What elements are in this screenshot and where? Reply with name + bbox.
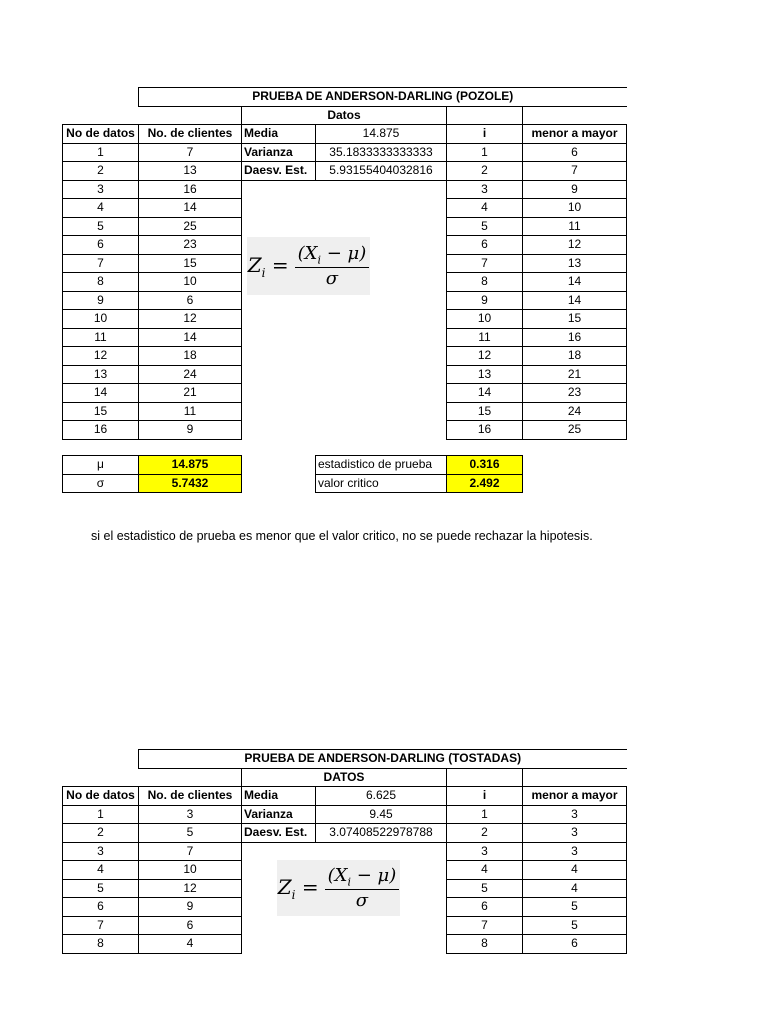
cell-menor-mayor: 23 (523, 384, 627, 403)
formula-lhs: $Z_i$ = (247, 252, 289, 280)
empty-cell (242, 402, 316, 421)
cell-no-clientes: 6 (139, 916, 242, 935)
cell-i: 5 (447, 217, 523, 236)
cell-menor-mayor: 5 (523, 916, 627, 935)
cell-i: 8 (447, 935, 523, 954)
empty-cell (242, 916, 316, 935)
cell-no-clientes: 11 (139, 402, 242, 421)
cell-i: 3 (447, 180, 523, 199)
cell-no-clientes: 6 (139, 291, 242, 310)
empty-cell (316, 199, 447, 218)
cell-no-datos: 4 (63, 199, 139, 218)
cell-no-datos: 6 (63, 898, 139, 917)
cell-menor-mayor: 14 (523, 291, 627, 310)
summary-sigma-label: σ (63, 474, 139, 493)
table-row (63, 199, 627, 218)
critical-value-label: valor critico (316, 474, 447, 493)
empty-cell (316, 421, 447, 440)
cell-no-clientes: 4 (139, 935, 242, 954)
conclusion-text: si el estadistico de prueba es menor que el valor critico, no se puede rechazar la hipotesis. (91, 529, 593, 543)
table-row (63, 824, 627, 843)
table-row (63, 402, 627, 421)
summary-sigma-value: 5.7432 (139, 474, 242, 493)
summary-mu-value: 14.875 (139, 456, 242, 475)
table-row (63, 842, 627, 861)
cell-no-datos: 12 (63, 347, 139, 366)
stat-label-varianza: Varianza (242, 805, 316, 824)
cell-no-datos: 7 (63, 254, 139, 273)
tostadas-datos-label: DATOS (242, 768, 447, 787)
cell-i: 4 (447, 199, 523, 218)
table-row (63, 384, 627, 403)
empty-cell (316, 217, 447, 236)
stat-label-media: Media (242, 787, 316, 806)
stat-value-varianza: 35.1833333333333 (316, 143, 447, 162)
cell-menor-mayor: 12 (523, 236, 627, 255)
cell-i: 7 (447, 254, 523, 273)
cell-no-datos: 16 (63, 421, 139, 440)
empty-cell (242, 347, 316, 366)
cell-no-datos: 15 (63, 402, 139, 421)
stat-label-media: Media (242, 125, 316, 144)
cell-i: 6 (447, 898, 523, 917)
empty-cell (316, 916, 447, 935)
formula-denominator: σ (355, 889, 369, 911)
cell-menor-mayor: 16 (523, 328, 627, 347)
cell-menor-mayor: 6 (523, 143, 627, 162)
test-statistic-value: 0.316 (447, 456, 523, 475)
cell-i: 2 (447, 824, 523, 843)
empty-cell (316, 347, 447, 366)
cell-no-datos: 8 (63, 935, 139, 954)
header-no-clientes: No. de clientes (139, 125, 242, 144)
empty-cell (316, 402, 447, 421)
header-menor-mayor: menor a mayor (523, 787, 627, 806)
table-row (63, 217, 627, 236)
cell-menor-mayor: 11 (523, 217, 627, 236)
stat-value-media: 6.625 (316, 787, 447, 806)
empty-cell (242, 199, 316, 218)
cell-no-clientes: 14 (139, 328, 242, 347)
critical-value-value: 2.492 (447, 474, 523, 493)
empty-cell (242, 180, 316, 199)
table-row (63, 916, 627, 935)
cell-no-datos: 10 (63, 310, 139, 329)
cell-no-datos: 13 (63, 365, 139, 384)
cell-menor-mayor: 14 (523, 273, 627, 292)
tostadas-table (62, 749, 627, 954)
cell-no-clientes: 10 (139, 273, 242, 292)
stat-value-desv: 3.07408522978788 (316, 824, 447, 843)
cell-no-clientes: 5 (139, 824, 242, 843)
cell-no-datos: 3 (63, 842, 139, 861)
cell-menor-mayor: 24 (523, 402, 627, 421)
cell-no-clientes: 10 (139, 861, 242, 880)
cell-no-clientes: 7 (139, 143, 242, 162)
cell-i: 16 (447, 421, 523, 440)
header-no-clientes: No. de clientes (139, 787, 242, 806)
empty-cell (316, 365, 447, 384)
summary-mu-label: μ (63, 456, 139, 475)
cell-i: 9 (447, 291, 523, 310)
cell-i: 14 (447, 384, 523, 403)
table-row (63, 347, 627, 366)
cell-menor-mayor: 3 (523, 842, 627, 861)
stat-label-varianza: Varianza (242, 143, 316, 162)
empty-cell (316, 842, 447, 861)
cell-no-clientes: 9 (139, 898, 242, 917)
test-statistic-label: estadistico de prueba (316, 456, 447, 475)
cell-no-clientes: 21 (139, 384, 242, 403)
cell-no-clientes: 16 (139, 180, 242, 199)
empty-cell (242, 328, 316, 347)
cell-menor-mayor: 3 (523, 824, 627, 843)
cell-no-datos: 6 (63, 236, 139, 255)
cell-i: 15 (447, 402, 523, 421)
header-i: i (447, 787, 523, 806)
cell-no-datos: 8 (63, 273, 139, 292)
empty-cell (316, 384, 447, 403)
cell-no-datos: 4 (63, 861, 139, 880)
cell-no-clientes: 14 (139, 199, 242, 218)
cell-no-datos: 1 (63, 805, 139, 824)
cell-i: 6 (447, 236, 523, 255)
cell-i: 1 (447, 143, 523, 162)
stat-value-varianza: 9.45 (316, 805, 447, 824)
cell-menor-mayor: 25 (523, 421, 627, 440)
cell-i: 3 (447, 842, 523, 861)
table-row (63, 935, 627, 954)
cell-no-clientes: 15 (139, 254, 242, 273)
table-row (63, 365, 627, 384)
cell-i: 1 (447, 805, 523, 824)
cell-i: 10 (447, 310, 523, 329)
cell-menor-mayor: 7 (523, 162, 627, 181)
cell-no-clientes: 25 (139, 217, 242, 236)
anderson-formula-image (247, 237, 370, 295)
stat-label-desv: Daesv. Est. (242, 824, 316, 843)
cell-no-clientes: 24 (139, 365, 242, 384)
cell-no-clientes: 7 (139, 842, 242, 861)
anderson-formula-image-2 (277, 860, 400, 916)
cell-menor-mayor: 3 (523, 805, 627, 824)
stat-value-desv: 5.93155404032816 (316, 162, 447, 181)
empty-cell (316, 328, 447, 347)
cell-menor-mayor: 21 (523, 365, 627, 384)
formula-numerator: $(X_i - \mu)$ (295, 243, 370, 268)
cell-i: 2 (447, 162, 523, 181)
tostadas-title: PRUEBA DE ANDERSON-DARLING (TOSTADAS) (139, 750, 627, 769)
cell-no-datos: 11 (63, 328, 139, 347)
cell-no-clientes: 13 (139, 162, 242, 181)
cell-no-clientes: 3 (139, 805, 242, 824)
header-menor-mayor: menor a mayor (523, 125, 627, 144)
cell-no-datos: 3 (63, 180, 139, 199)
stat-label-desv: Daesv. Est. (242, 162, 316, 181)
cell-no-clientes: 12 (139, 879, 242, 898)
table-row (63, 310, 627, 329)
cell-no-datos: 2 (63, 162, 139, 181)
cell-menor-mayor: 4 (523, 879, 627, 898)
cell-menor-mayor: 6 (523, 935, 627, 954)
table-row (63, 180, 627, 199)
cell-menor-mayor: 4 (523, 861, 627, 880)
cell-menor-mayor: 5 (523, 898, 627, 917)
empty-cell (242, 365, 316, 384)
cell-i: 4 (447, 861, 523, 880)
cell-no-datos: 7 (63, 916, 139, 935)
cell-no-datos: 2 (63, 824, 139, 843)
table-row (63, 805, 627, 824)
cell-i: 13 (447, 365, 523, 384)
cell-i: 7 (447, 916, 523, 935)
header-no-datos: No de datos (63, 787, 139, 806)
cell-menor-mayor: 10 (523, 199, 627, 218)
formula-denominator: σ (325, 267, 339, 289)
cell-no-clientes: 12 (139, 310, 242, 329)
header-no-datos: No de datos (63, 125, 139, 144)
formula-numerator: $(X_i - \mu)$ (325, 865, 400, 890)
pozole-title: PRUEBA DE ANDERSON-DARLING (POZOLE) (139, 88, 627, 107)
cell-no-datos: 5 (63, 217, 139, 236)
empty-cell (242, 310, 316, 329)
empty-cell (242, 935, 316, 954)
cell-i: 5 (447, 879, 523, 898)
cell-menor-mayor: 15 (523, 310, 627, 329)
cell-i: 11 (447, 328, 523, 347)
empty-cell (316, 310, 447, 329)
formula-lhs: $Z_i$ = (277, 874, 319, 902)
cell-no-datos: 5 (63, 879, 139, 898)
header-i: i (447, 125, 523, 144)
cell-no-clientes: 9 (139, 421, 242, 440)
cell-no-datos: 9 (63, 291, 139, 310)
stat-value-media: 14.875 (316, 125, 447, 144)
empty-cell (316, 180, 447, 199)
table-row (63, 162, 627, 181)
empty-cell (242, 217, 316, 236)
cell-menor-mayor: 9 (523, 180, 627, 199)
table-row (63, 328, 627, 347)
pozole-datos-label: Datos (242, 106, 447, 125)
empty-cell (242, 384, 316, 403)
cell-i: 12 (447, 347, 523, 366)
cell-no-datos: 1 (63, 143, 139, 162)
cell-i: 8 (447, 273, 523, 292)
table-row (63, 421, 627, 440)
empty-cell (316, 935, 447, 954)
cell-menor-mayor: 18 (523, 347, 627, 366)
empty-cell (242, 421, 316, 440)
cell-no-datos: 14 (63, 384, 139, 403)
table-row (63, 143, 627, 162)
pozole-summary-table (62, 455, 242, 493)
pozole-test-table (315, 455, 523, 493)
cell-no-clientes: 18 (139, 347, 242, 366)
empty-cell (242, 842, 316, 861)
cell-menor-mayor: 13 (523, 254, 627, 273)
cell-no-clientes: 23 (139, 236, 242, 255)
